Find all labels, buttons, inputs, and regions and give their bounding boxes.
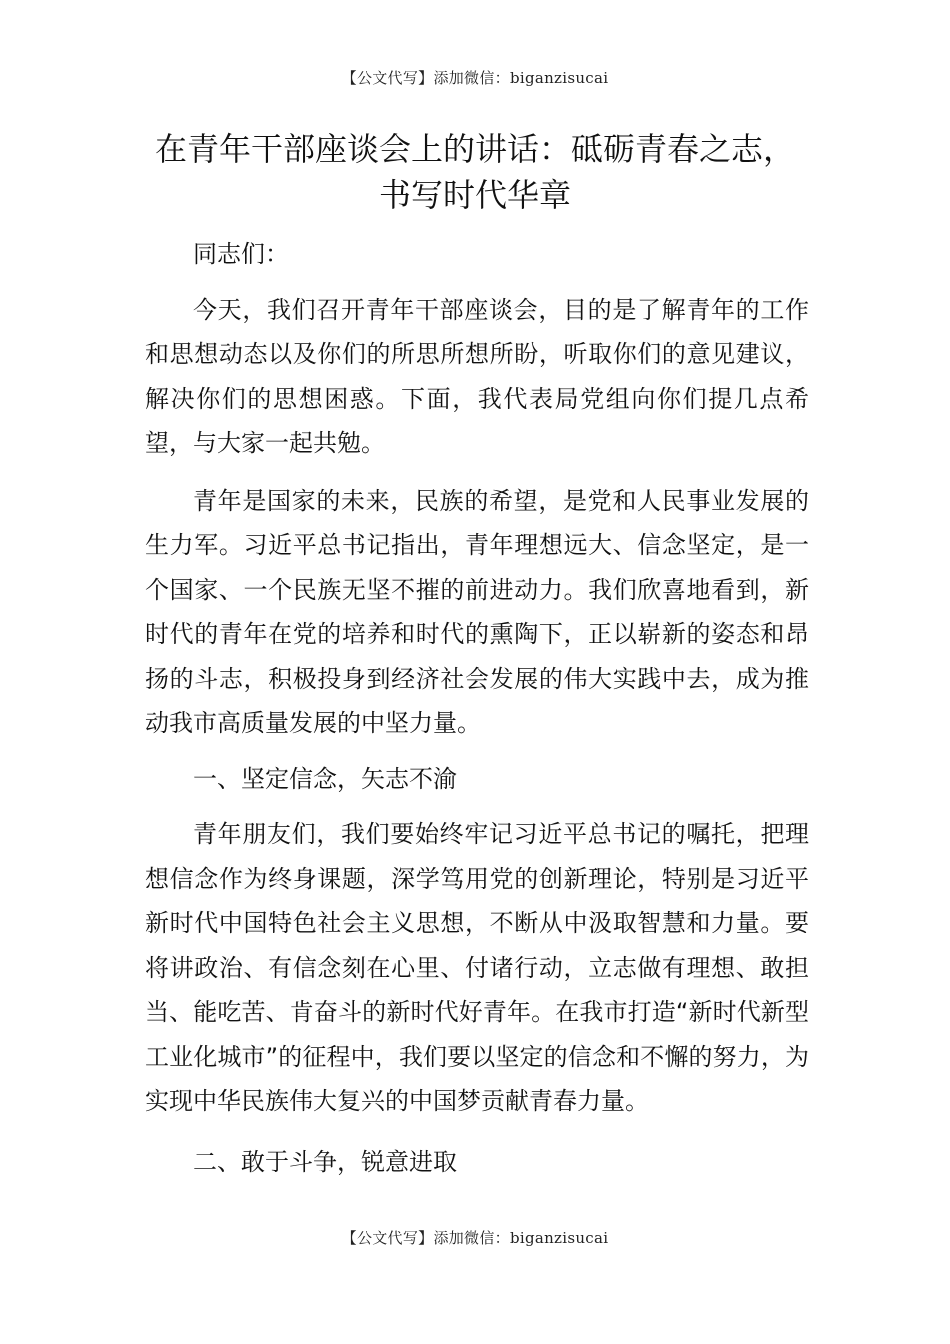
- paragraph-intro: 今天，我们召开青年干部座谈会，目的是了解青年的工作和思想动态以及你们的所思所想所盼，听取你们的意见建议，解决你们的思想困惑。下面，我代表局党组向你们提几点希望，与大家一起共勉。: [145, 295, 809, 457]
- footer-watermark-note: 【公文代写】添加微信：biganzisucai: [341, 1229, 609, 1247]
- header-watermark-note: 【公文代写】添加微信：biganzisucai: [341, 69, 609, 87]
- title-line-2: 书写时代华章: [378, 176, 571, 214]
- document-title: [120, 126, 830, 218]
- paragraph-section-1: 青年朋友们，我们要始终牢记习近平总书记的嘱托，把理想信念作为终身课题，深学笃用党的创新理论，特别是习近平新时代中国特色社会主义思想，不断从中汲取智慧和力量。要将讲政治、有信念刻在心里、付诸行动，立志做有理想、敢担当、能吃苦、肯奋斗的新时代好青年。在我市打造“新时代新型工业化城市”的征程中，我们要以坚定的信念和不懈的努力，为实现中华民族伟大复兴的中国梦贡献青春力量。: [145, 820, 809, 1115]
- section-heading-1: 一、坚定信念，矢志不渝: [193, 764, 457, 793]
- document-body: [145, 232, 809, 1184]
- paragraph-youth-role: 青年是国家的未来，民族的希望，是党和人民事业发展的生力军。习近平总书记指出，青年理想远大、信念坚定，是一个国家、一个民族无坚不摧的前进动力。我们欣喜地看到，新时代的青年在党的培养和时代的熏陶下，正以崭新的姿态和昂扬的斗志，积极投身到经济社会发展的伟大实践中去，成为推动我市高质量发展的中坚力量。: [145, 486, 809, 737]
- greeting: 同志们：: [193, 240, 289, 268]
- section-heading-2: 二、敢于斗争，锐意进取: [193, 1147, 457, 1176]
- title-line-1: 在青年干部座谈会上的讲话：砥砺青春之志，: [154, 130, 795, 168]
